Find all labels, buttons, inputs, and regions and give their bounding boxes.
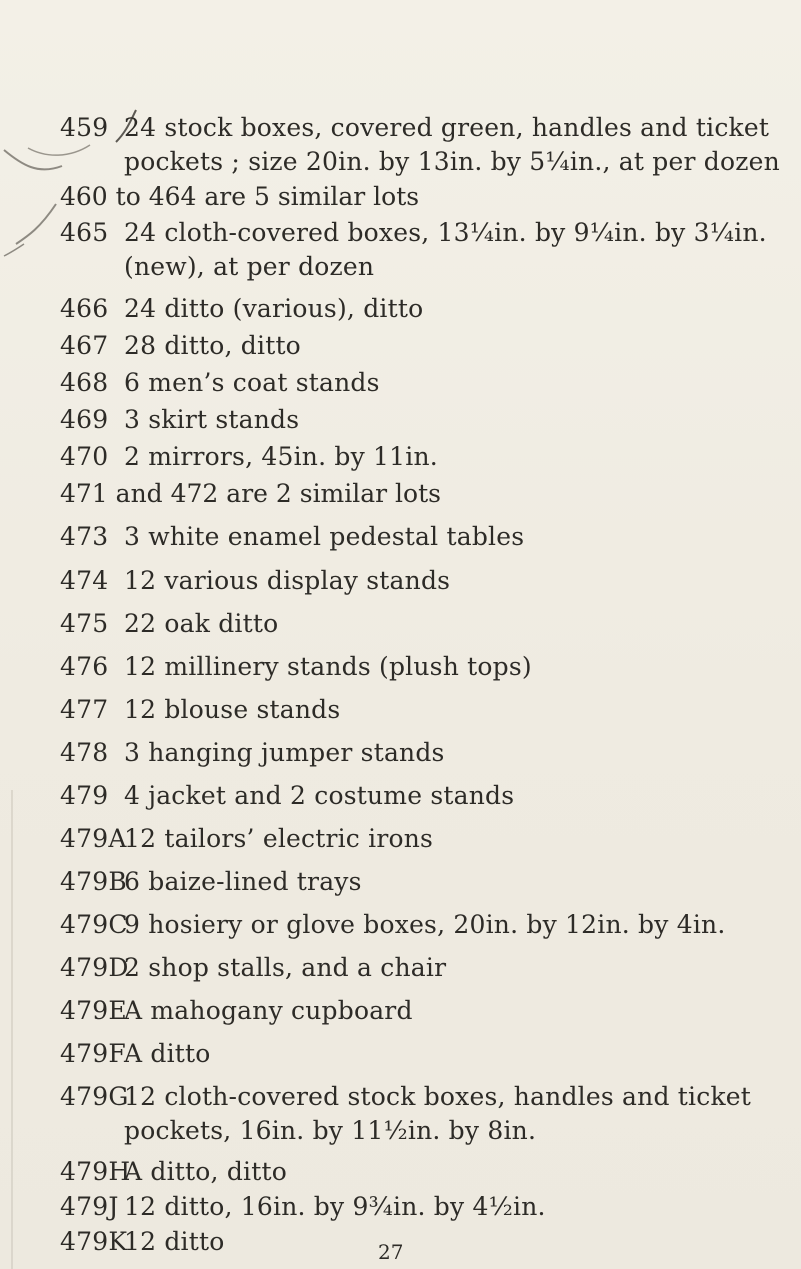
- page-number: 27: [378, 1240, 404, 1264]
- lot-description: 12 blouse stands: [124, 695, 341, 724]
- lot-description: 12 ditto: [124, 1227, 225, 1256]
- lot-number: 479G: [60, 1082, 129, 1111]
- lot-description: A mahogany cupboard: [124, 996, 413, 1025]
- lot-description: 6 men’s coat stands: [124, 368, 380, 397]
- lot-description: 4 jacket and 2 costume stands: [124, 781, 515, 810]
- lot-479k: [60, 1225, 790, 1259]
- lot-number: 465: [60, 218, 109, 247]
- lot-description: 3 white enamel pedestal tables: [124, 522, 525, 551]
- lot-description: 12 millinery stands (plush tops): [124, 652, 532, 681]
- lot-number: 466: [60, 294, 109, 323]
- lot-description: 12 various display stands: [124, 566, 451, 595]
- lot-475: [60, 607, 790, 641]
- lot-number: 479K: [60, 1227, 128, 1256]
- lot-description: 22 oak ditto: [124, 609, 279, 638]
- lot-number: 479H: [60, 1157, 131, 1186]
- lot-478: [60, 736, 790, 770]
- lot-469: [60, 403, 790, 437]
- lot-description: A ditto, ditto: [124, 1157, 287, 1186]
- lot-479: [60, 779, 790, 813]
- lot-479h: [60, 1155, 790, 1189]
- lot-number: 479A: [60, 824, 127, 853]
- lot-description: 12 ditto, 16in. by 9¾in. by 4½in.: [124, 1192, 546, 1221]
- lot-number: 479J: [60, 1192, 119, 1221]
- lot-479j: [60, 1190, 790, 1224]
- lot-479e: [60, 994, 790, 1028]
- lot-description: 6 baize-lined trays: [124, 867, 362, 896]
- lot-468: [60, 366, 790, 400]
- lot-467: [60, 329, 790, 363]
- lot-number: 468: [60, 368, 109, 397]
- lot-number: 479D: [60, 953, 129, 982]
- lot-479g: [60, 1080, 790, 1148]
- lot-description: 24 cloth-covered boxes, 13¼in. by 9¼in. by 3¼in. (new), at per dozen: [124, 218, 767, 281]
- lot-473: [60, 520, 790, 554]
- lot-470: [60, 440, 790, 474]
- lot-description: 3 hanging jumper stands: [124, 738, 445, 767]
- lot-466: [60, 292, 790, 326]
- lot-number: 473: [60, 522, 109, 551]
- lot-description: 28 ditto, ditto: [124, 331, 301, 360]
- lot-description: 12 tailors’ electric irons: [124, 824, 434, 853]
- lot-477: [60, 693, 790, 727]
- lot-number: 459: [60, 113, 109, 142]
- lot-number: 479C: [60, 910, 128, 939]
- lot-number: 479E: [60, 996, 127, 1025]
- lot-number: 479: [60, 781, 109, 810]
- lot-479b: [60, 865, 790, 899]
- lot-description: 24 stock boxes, covered green, handles and ticket pockets ; size 20in. by 13in. by 5¼in., at per dozen: [124, 113, 780, 176]
- lot-number: 477: [60, 695, 109, 724]
- lot-number: 479B: [60, 867, 127, 896]
- lot-description: 9 hosiery or glove boxes, 20in. by 12in. by 4in.: [124, 910, 726, 939]
- lot-number: 476: [60, 652, 109, 681]
- lot-number: 470: [60, 442, 109, 471]
- lot-479c: [60, 908, 790, 942]
- lot-description: A ditto: [124, 1039, 211, 1068]
- lot-476: [60, 650, 790, 684]
- lot-description: 24 ditto (various), ditto: [124, 294, 424, 323]
- lot-465: [60, 216, 790, 284]
- lot-number: 469: [60, 405, 109, 434]
- group-note: 471 and 472 are 2 similar lots: [60, 479, 441, 508]
- lot-number: 475: [60, 609, 109, 638]
- lot-479d: [60, 951, 790, 985]
- lot-479a: [60, 822, 790, 856]
- lot-number: 478: [60, 738, 109, 767]
- lot-description: 2 mirrors, 45in. by 11in.: [124, 442, 438, 471]
- group-note: 460 to 464 are 5 similar lots: [60, 182, 420, 211]
- lot-description: 3 skirt stands: [124, 405, 300, 434]
- lot-description: 2 shop stalls, and a chair: [124, 953, 447, 982]
- lot-479f: [60, 1037, 790, 1071]
- lot-459: [60, 111, 790, 179]
- lot-474: [60, 564, 790, 598]
- lot-number: 479F: [60, 1039, 126, 1068]
- lot-description: 12 cloth-covered stock boxes, handles and ticket pockets, 16in. by 11½in. by 8in.: [124, 1082, 752, 1145]
- lot-number: 467: [60, 331, 109, 360]
- lot-number: 474: [60, 566, 109, 595]
